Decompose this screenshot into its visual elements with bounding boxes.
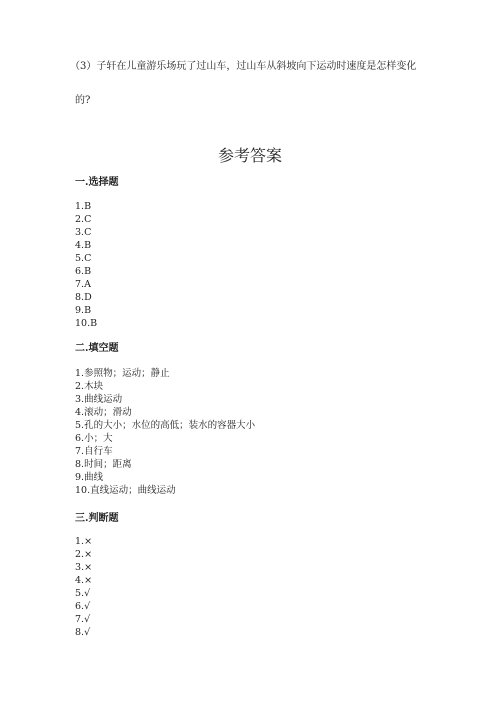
- section-heading-choice: 一.选择题: [75, 177, 119, 188]
- question-line-1: （3）子轩在儿童游乐场玩了过山车，过山车从斜坡向下运动时速度是怎样变化: [70, 61, 417, 72]
- list-item: 6.小；大: [75, 433, 113, 444]
- list-item: 3.C: [75, 227, 92, 238]
- list-item: 5.孔的大小；水位的高低；装水的容器大小: [75, 420, 256, 431]
- question-text: [70, 60, 450, 106]
- list-item: 5.√: [75, 588, 91, 599]
- list-item: 6.√: [75, 601, 91, 612]
- list-item: 8.D: [75, 292, 92, 303]
- list-item: 9.曲线: [75, 472, 104, 483]
- list-item: 10.B: [75, 318, 98, 329]
- list-item: 8.√: [75, 627, 91, 638]
- list-item: 8.时间；距离: [75, 459, 132, 470]
- list-item: 1.参照物；运动；静止: [75, 368, 170, 379]
- list-item: 1.B: [75, 201, 92, 212]
- answer-list-choice: [75, 200, 97, 330]
- list-item: 4.×: [75, 575, 93, 586]
- list-item: 1.×: [75, 536, 93, 547]
- list-item: 7.√: [75, 614, 91, 625]
- list-item: 10.直线运动；曲线运动: [75, 485, 176, 496]
- section-heading-judge: 三.判断题: [75, 513, 119, 524]
- answer-title: 参考答案: [217, 146, 282, 165]
- list-item: 3.×: [75, 562, 93, 573]
- list-item: 2.C: [75, 214, 92, 225]
- list-item: 3.曲线运动: [75, 394, 123, 405]
- list-item: 4.滚动；滑动: [75, 407, 132, 418]
- list-item: 6.B: [75, 266, 92, 277]
- list-item: 7.自行车: [75, 446, 113, 457]
- answer-list-fill: [75, 367, 255, 497]
- list-item: 9.B: [75, 305, 92, 316]
- list-item: 4.B: [75, 240, 92, 251]
- answer-list-judge: [75, 535, 92, 639]
- question-line-2: 的?: [75, 95, 91, 106]
- list-item: 2.木块: [75, 381, 104, 392]
- list-item: 2.×: [75, 549, 93, 560]
- list-item: 5.C: [75, 253, 92, 264]
- section-heading-fill: 二.填空题: [75, 343, 119, 354]
- list-item: 7.A: [75, 279, 91, 290]
